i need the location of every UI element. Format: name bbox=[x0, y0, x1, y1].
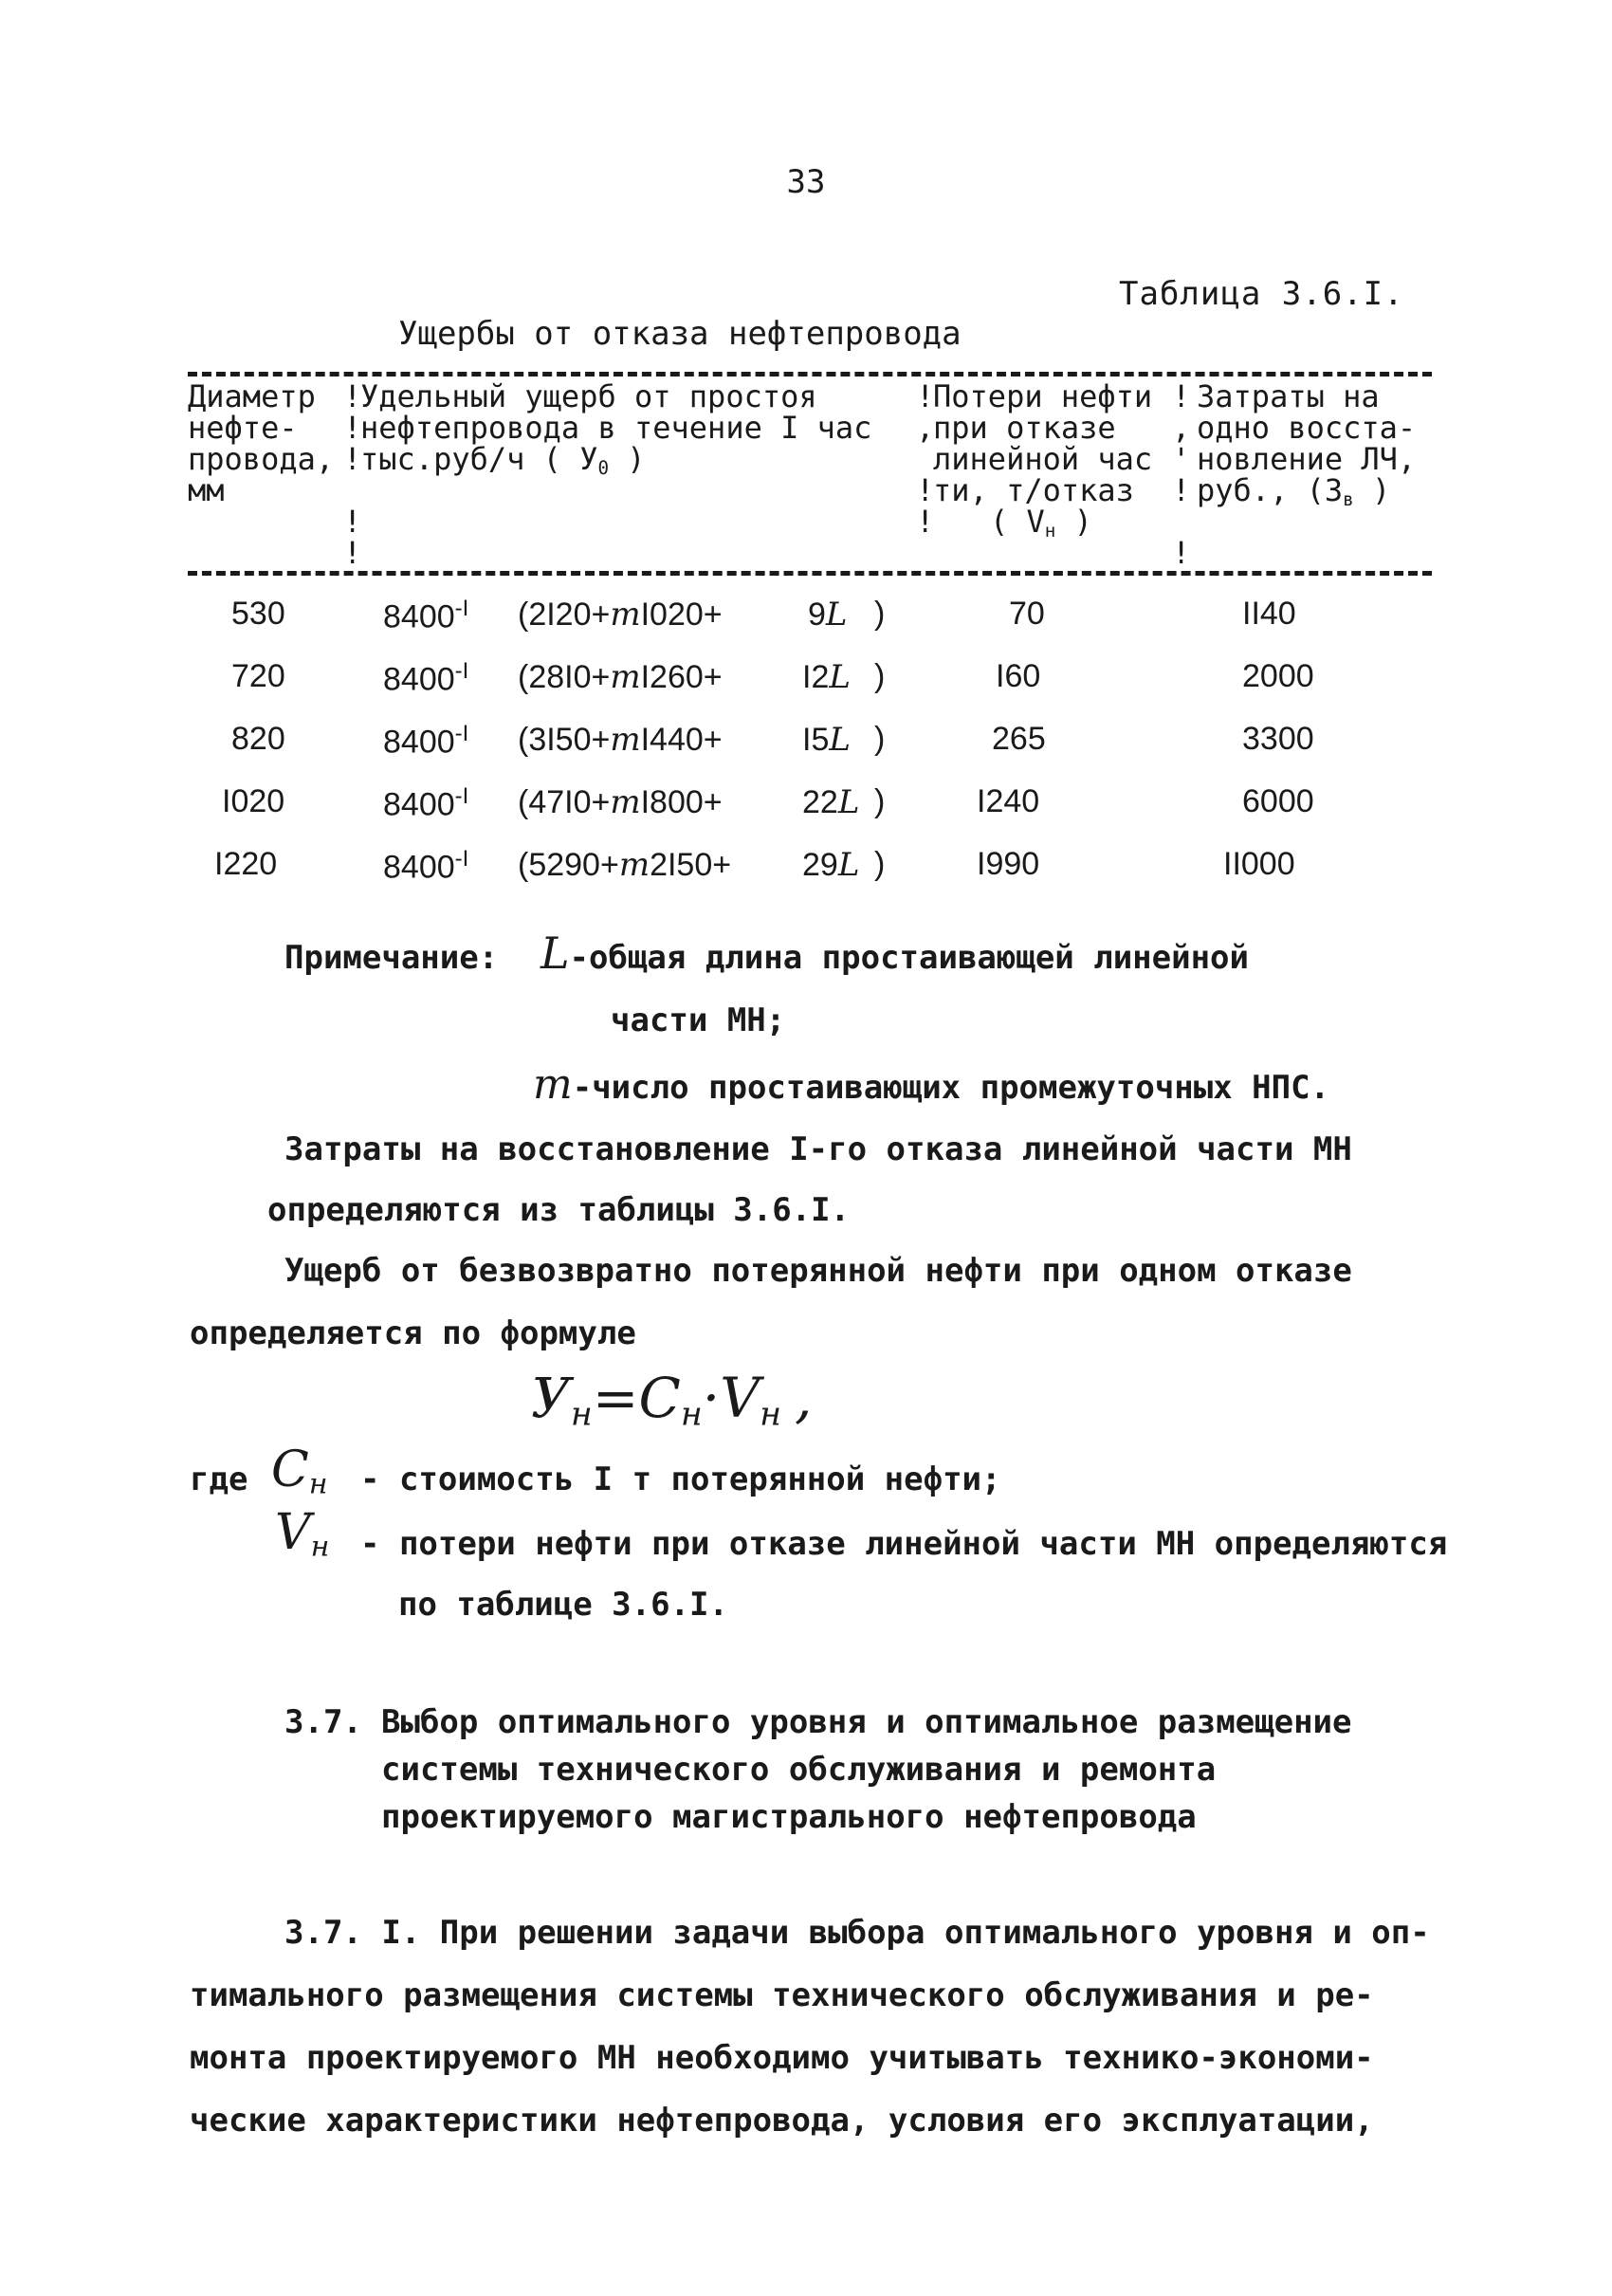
body-line: 3.7. I. При решении задачи выбора оптимального уровня и оп- bbox=[284, 1914, 1430, 1952]
header-separator: ! ! ! ! ! bbox=[343, 378, 362, 571]
note-l-line2: части МН; bbox=[611, 1001, 786, 1039]
paragraph-line: определяются из таблицы 3.6.I. bbox=[267, 1191, 851, 1229]
where-c-symbol: $С_н$ bbox=[271, 1442, 328, 1501]
section-title-line: проектируемого магистрального нефтепровода bbox=[381, 1798, 1197, 1836]
table-header-rule bbox=[188, 571, 1432, 576]
body-line: тимального размещения системы технического обслуживания и ре- bbox=[190, 1976, 1374, 2014]
body-line: монта проектируемого МН необходимо учитывать технико-экономи- bbox=[190, 2039, 1374, 2077]
header-specific-damage: Удельный ущерб от простоя нефтепровода в течение I час тыс.руб/ч ( $У_0$ ) bbox=[360, 378, 872, 479]
where-v-text2: по таблице 3.6.I. bbox=[398, 1586, 728, 1624]
page-number: 33 bbox=[786, 163, 826, 201]
note-m-line: m-число простаивающих промежуточных НПС. bbox=[533, 1060, 1330, 1109]
paragraph-line: Ущерб от безвозвратно потерянной нефти при одном отказе bbox=[284, 1252, 1352, 1290]
paragraph-line: Затраты на восстановление I-го отказа линейной части МН bbox=[284, 1130, 1352, 1168]
damage-formula: $У_н=С_н\cdot V_н$ , bbox=[531, 1366, 813, 1434]
table-title: Ущербы от отказа нефтепровода bbox=[398, 315, 962, 353]
table-label: Таблица 3.6.I. bbox=[1119, 275, 1404, 313]
header-oil-loss: Потери нефти при отказе линейной час ти, т/отказ ( $V_н$ ) bbox=[933, 378, 1153, 542]
where-c-text: - стоимость I т потерянной нефти; bbox=[360, 1460, 1001, 1498]
paragraph-line: определяется по формуле bbox=[190, 1314, 636, 1352]
where-label: где bbox=[190, 1460, 248, 1498]
header-diameter: Диаметр нефте- провода, мм bbox=[188, 378, 335, 508]
where-v-symbol: $V_н$ bbox=[275, 1504, 330, 1564]
section-title-line: системы технического обслуживания и ремонта bbox=[381, 1751, 1217, 1789]
header-restoration-cost: Затраты на одно восста- новление ЛЧ, руб., ($З_в$ ) bbox=[1197, 378, 1417, 510]
note-l-line: L-общая длина простаивающей линейной bbox=[540, 928, 1249, 979]
where-v-text: - потери нефти при отказе линейной части МН определяются bbox=[360, 1525, 1448, 1563]
section-title-line: Выбор оптимального уровня и оптимальное размещение bbox=[381, 1703, 1352, 1741]
body-line: ческие характеристики нефтепровода, условия его эксплуатации, bbox=[190, 2102, 1374, 2140]
section-number: 3.7. bbox=[284, 1703, 362, 1741]
header-separator: ! , ! ! bbox=[916, 378, 935, 540]
table-top-rule bbox=[188, 372, 1432, 377]
note-label: Примечание: bbox=[284, 939, 499, 977]
header-separator: ! , ' ! ! bbox=[1172, 378, 1191, 571]
